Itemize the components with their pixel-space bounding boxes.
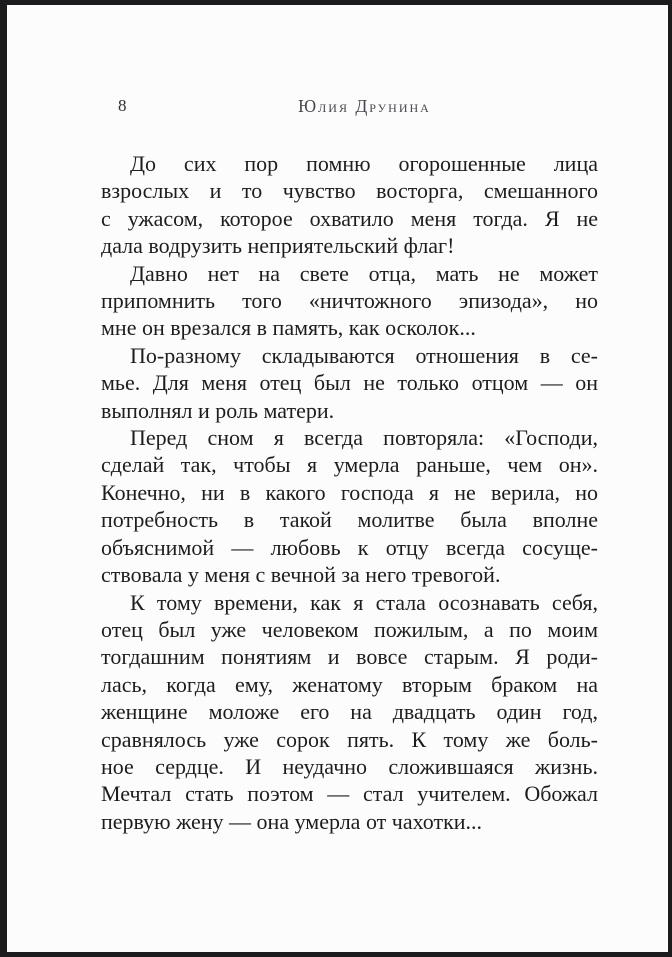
paragraph (101, 589, 598, 836)
text-line: Давно нет на свете отца, мать не может (130, 260, 598, 286)
text-line: сделай так, чтобы я умерла раньше, чем он». (101, 452, 598, 478)
text-line: женщине моложе его на двадцать один год, (101, 699, 598, 725)
text-line: взрослых и то чувство восторга, смешанного (101, 178, 598, 204)
paragraph (101, 424, 598, 588)
paragraph (101, 260, 598, 342)
body-text (101, 150, 598, 835)
page-number: 8 (118, 96, 127, 115)
text-line: ное сердце. И неудачно сложившаяся жизнь. (101, 753, 598, 779)
text-line: До сих пор помню огорошенные лица (130, 151, 598, 176)
text-line: Конечно, ни в какого господа я не верила, но (101, 479, 598, 505)
paragraph (101, 342, 598, 424)
text-line: мье. Для меня отец был не только отцом — он (101, 370, 598, 396)
text-line: с ужасом, которое охватило меня тогда. Я не (101, 205, 598, 231)
text-line: выполнял и роль матери. (101, 397, 335, 423)
book-page (7, 5, 668, 952)
text-line: Мечтал стать поэтом — стал учителем. Обожал (101, 781, 598, 807)
text-line: отец был уже человеком пожилым, а по моим (101, 616, 598, 642)
text-line: мне он врезался в память, как осколок... (101, 315, 476, 341)
text-line: первую жену — она умерла от чахотки... (101, 808, 483, 834)
text-line: ствовала у меня с вечной за него тревогой. (101, 562, 501, 588)
text-line: тогдашним понятиям и вовсе старым. Я роди- (101, 644, 598, 670)
text-line: По-разному складываются отношения в се- (130, 342, 598, 368)
text-line: дала водрузить неприятельский флаг! (101, 233, 455, 259)
text-line: лась, когда ему, женатому вторым браком на (101, 671, 598, 697)
text-line: Перед сном я всегда повторяла: «Господи, (130, 425, 598, 451)
text-line: сравнялось уже сорок пять. К тому же боль- (101, 726, 598, 752)
text-line: К тому времени, как я стала осознавать себя, (130, 589, 598, 615)
text-line: потребность в такой молитве была вполне (101, 507, 598, 533)
text-block (101, 95, 598, 835)
text-line: объяснимой — любовь к отцу всегда сосуще- (101, 534, 598, 560)
text-line: припомнить того «ничтожного эпизода», но (101, 288, 598, 314)
paragraph (101, 150, 598, 260)
running-title: Юлия Друнина (298, 96, 431, 116)
running-head (101, 95, 598, 117)
